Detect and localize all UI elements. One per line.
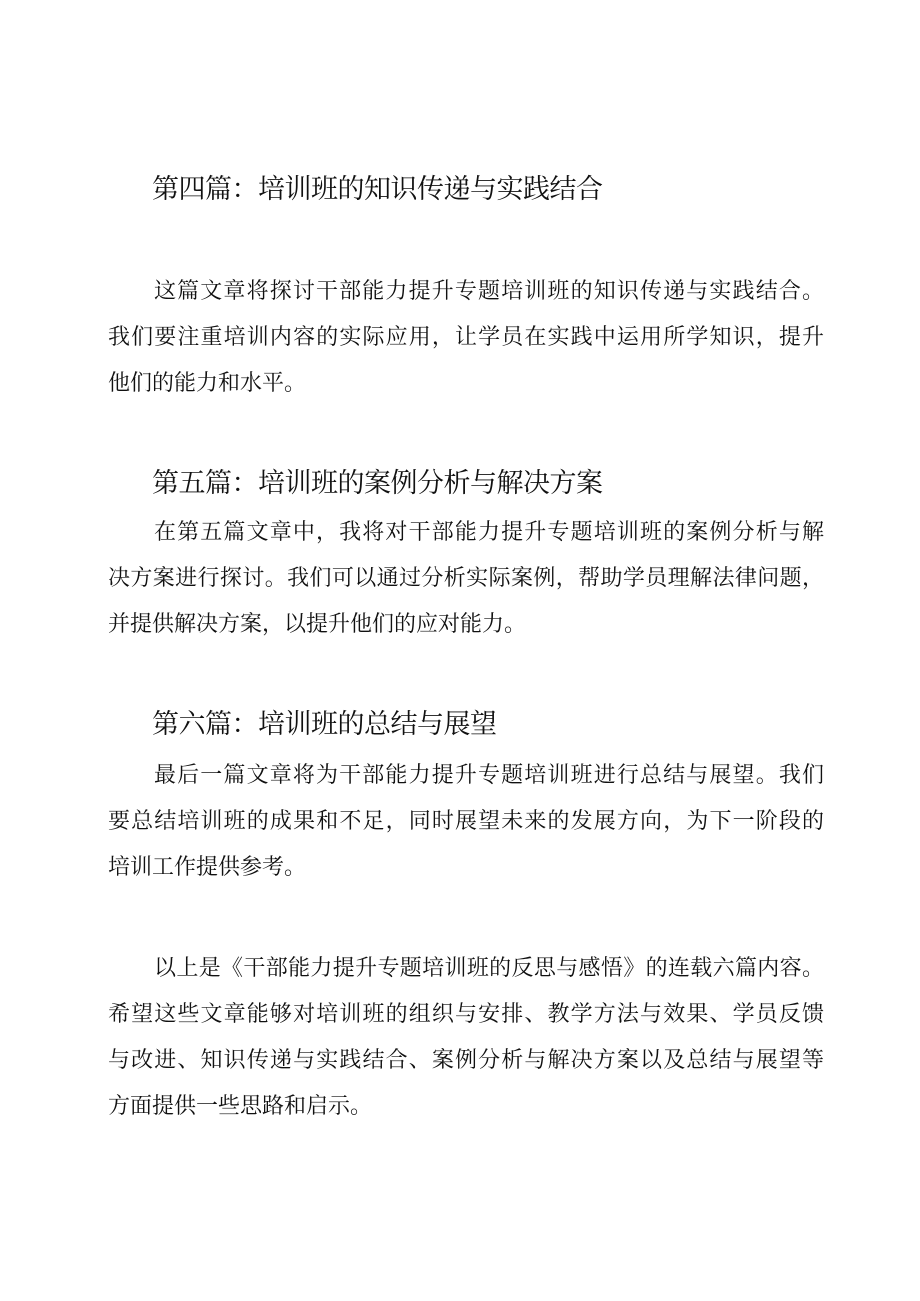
paragraph-line: 希望这些文章能够对培训班的组织与安排、教学方法与效果、学员反馈: [108, 1002, 824, 1027]
section-4-paragraph: [108, 269, 824, 407]
paragraph-line: 这篇文章将探讨干部能力提升专题培训班的知识传递与实践结合。: [154, 279, 824, 304]
paragraph-line: 在第五篇文章中，我将对干部能力提升专题培训班的案例分析与解: [154, 520, 824, 545]
section-4-heading: 第四篇：培训班的知识传递与实践结合: [152, 174, 603, 205]
paragraph-line: 他们的能力和水平。: [108, 371, 307, 396]
paragraph-line: 我们要注重培训内容的实际应用，让学员在实践中运用所学知识，提升: [108, 325, 824, 350]
paragraph-line: 最后一篇文章将为干部能力提升专题培训班进行总结与展望。我们: [154, 763, 824, 788]
paragraph-line: 要总结培训班的成果和不足，同时展望未来的发展方向，为下一阶段的: [108, 809, 824, 834]
paragraph-line: 与改进、知识传递与实践结合、案例分析与解决方案以及总结与展望等: [108, 1048, 824, 1073]
paragraph-line: 并提供解决方案，以提升他们的应对能力。: [108, 612, 527, 637]
paragraph-line: 培训工作提供参考。: [108, 855, 307, 880]
paragraph-line: 方面提供一些思路和启示。: [108, 1094, 373, 1119]
section-5-paragraph: [108, 510, 824, 648]
conclusion-paragraph: [108, 946, 824, 1130]
section-6-heading: 第六篇：培训班的总结与展望: [152, 709, 497, 740]
paragraph-line: 决方案进行探讨。我们可以通过分析实际案例，帮助学员理解法律问题，: [108, 566, 824, 591]
section-6-paragraph: [108, 753, 824, 891]
section-5-heading: 第五篇：培训班的案例分析与解决方案: [152, 468, 603, 499]
paragraph-line: 以上是《干部能力提升专题培训班的反思与感悟》的连载六篇内容。: [154, 956, 824, 981]
